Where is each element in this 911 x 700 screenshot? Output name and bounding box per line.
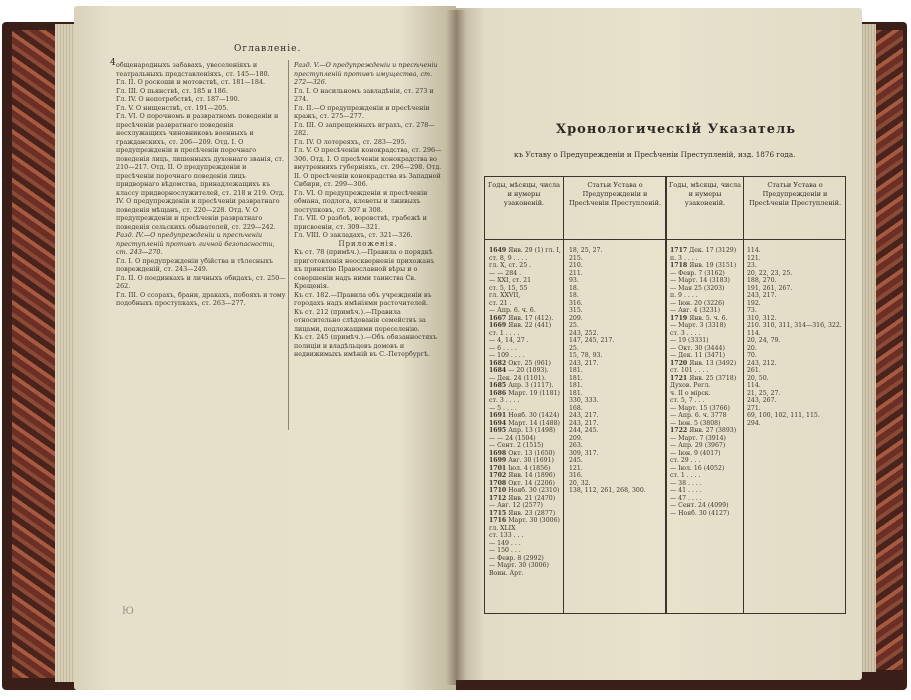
page-block-right xyxy=(860,24,876,672)
table-cell: 210. 310, 311, 314—316, 322. xyxy=(747,322,842,329)
table-cell: ч. II о мірск. xyxy=(670,389,711,397)
table-cell: 1649 Янв. 29 (1) гл. I, xyxy=(489,247,561,254)
table-cell: ст. 1 . . . . xyxy=(489,329,520,337)
toc-entry: Гл. II. О роскоши и мотовствѣ, ст. 181—184. xyxy=(116,78,266,86)
table-cell: 1667 Янв. 17 (412). xyxy=(489,314,554,322)
table-cell: — Нояб. 30 (4127) xyxy=(670,509,730,517)
table-cell: гл. XXVII, xyxy=(489,292,521,299)
table-cell: 20, 22, 23, 25. xyxy=(747,269,793,277)
table-header: Годы, мѣсяцы, числа и нумеры узаконеній. xyxy=(669,181,742,207)
table-divider xyxy=(563,177,564,613)
table-cell: п. 9 . . . . xyxy=(670,292,698,299)
toc-entry: общенародныхъ забавахъ, увеселеніяхъ и театральныхъ представленіяхъ, ст. 145—180. xyxy=(116,61,270,78)
table-cell: 1682 Окт. 25 (961) xyxy=(489,359,551,367)
toc-entry: Гл. I. О насильномъ завладѣніи, ст. 273 и 274. xyxy=(294,86,434,103)
table-cell: 1701 Іюл. 4 (1856) xyxy=(489,464,551,472)
table-cell: — 5 . . . . xyxy=(489,404,517,412)
table-cell: 21, 25, 27. xyxy=(747,389,781,397)
table-cell: 271. xyxy=(747,404,761,412)
table-cell: — Іюн. 5 (3808) xyxy=(670,419,721,427)
table-cell: — Іюл. 16 (4052) xyxy=(670,464,725,472)
table-cell: 263. xyxy=(569,442,583,449)
table-cell: 316. xyxy=(569,472,583,479)
table-cell: — Окт. 30 (3444) xyxy=(670,344,725,352)
toc-entry: Гл. III. О запрещенныхъ играхъ, ст. 278—282. xyxy=(294,120,435,137)
gutter-shadow xyxy=(446,10,466,685)
table-cell: 114. xyxy=(747,382,761,389)
index-subtitle: къ Уставу о Предупрежденіи и Пресѣченіи Преступленій, изд. 1876 года. xyxy=(514,150,796,159)
table-cell: 261. xyxy=(747,367,761,374)
toc-entry: Гл. IV. О непотребствѣ, ст. 187—190. xyxy=(116,95,240,103)
table-cell: 243, 217. xyxy=(569,359,599,367)
table-cell: 211. xyxy=(569,269,583,277)
table-cell: — Февр. 7 (3162) xyxy=(670,269,725,277)
table-cell: гл. X, ст. 25 . xyxy=(489,262,532,269)
table-cell: 114. xyxy=(747,247,761,254)
table-header: Статьи Устава о Предупрежденіи и Пресѣченіи Преступленій. xyxy=(748,181,842,207)
toc-entry: Гл. VI. О порочномъ и развратномъ поведеніи и пресѣченіи развратнаго поведенія несхлужащихъ чиновниковъ военныхъ и гражданскихъ, ст. 206—209. Отд. I. О предупрежденіи и пресѣченіи порочнаго поведенія лицъ, лишенныхъ духовнаго званія, ст. 210—217. Отд. II. О предупрежденіи и пресѣченіи порочнаго поведенія лицъ придворнаго вѣдомства, принадлежащихъ къ классу придворнослужителей, ст. 218 и 219. Отд. IV. О предупрежденіи и пресѣченіи развратнаго поведенія мѣщанъ, ст. 220—228. Отд. V. О предупрежденіи и пресѣченіи развратнаго поведенія сельскихъ обывателей, ст. 229—242. xyxy=(116,112,285,231)
appendix-title: Приложенія. xyxy=(338,239,398,248)
table-cell: 192. xyxy=(747,299,761,307)
table-cell: 1720 Янв. 13 (3492) xyxy=(670,359,737,367)
page-header: Оглавленіе. xyxy=(234,44,302,54)
table-cell: 1702 Янв. 14 (1896) xyxy=(489,472,556,479)
table-cell: Духов. Регл. xyxy=(670,382,711,389)
table-cell: ст. 21 . xyxy=(489,299,512,307)
toc-entry: Гл. V. О пресѣченіи конокрадства, ст. 296—306. Отд. I. О пресѣченіи конокрадства во внутреннихъ губерніяхъ, ст. 296—298. Отд. II. О пресѣченіи конокрадства въ Западной Сибири, ст. 299—306. xyxy=(294,146,442,188)
chronological-table xyxy=(484,176,846,614)
table-cell: — Апр. 29 (3967) xyxy=(670,442,726,449)
table-cell: 1691 Нояб. 30 (1424) xyxy=(489,412,560,419)
table-cell: 1718 Янв. 19 (3151) xyxy=(670,262,737,269)
table-column-articles-2 xyxy=(747,247,843,427)
table-cell: 114. xyxy=(747,329,761,337)
table-cell: — — 24 (1504) xyxy=(489,434,536,442)
table-cell: — Март. 14 (3183) xyxy=(670,277,730,284)
table-cell: 243, 217. xyxy=(569,419,599,427)
table-cell: 69, 100, 102, 111, 115. xyxy=(747,412,820,419)
table-cell: — 109 . . . . xyxy=(489,352,525,359)
toc-entry: Гл. VII. О разбоѣ, воровствѣ, грабежѣ и присвоеніи, ст. 309—321. xyxy=(294,214,427,231)
table-cell: ст. 133 . . . xyxy=(489,532,524,539)
table-cell: 138, 112, 261, 268, 300. xyxy=(569,487,646,494)
table-cell: ст. 1 . . . . xyxy=(670,472,701,479)
table-cell: 243, 252. xyxy=(569,329,599,337)
table-cell: 1712 Янв. 21 (2470) xyxy=(489,494,556,502)
table-cell: 1719 Янв. 5. ч. 6. xyxy=(670,314,728,322)
table-cell: — 41 . . . . xyxy=(670,487,702,494)
table-cell: 243, 217. xyxy=(747,292,777,299)
toc-entry: Гл. VIII. О закладахъ, ст. 321—326. xyxy=(294,231,413,239)
table-cell: ст. 29 . . . xyxy=(670,457,701,464)
appendix-entry: Къ ст. 212 (примѣч.).—Правила относительно слѣдованія семействъ за лицами, подлежащими переселенію. xyxy=(294,307,426,333)
table-cell: — 47 . . . . xyxy=(670,494,702,502)
left-page xyxy=(74,6,456,690)
table-cell: 18. xyxy=(569,284,579,292)
table-cell: — 19 (3331) xyxy=(670,337,709,344)
table-cell: 147, 245, 217. xyxy=(569,337,615,344)
table-cell: 1717 Дек. 17 (3129) xyxy=(670,247,737,254)
marbled-edge-left xyxy=(12,30,57,678)
table-cell: ст. 101 . . . . xyxy=(670,367,709,374)
table-cell: — Іюн. 9 (4017) xyxy=(670,449,721,457)
table-cell: — Март. 7 (3914) xyxy=(670,434,726,442)
table-cell: 1699 Авг. 30 (1691) xyxy=(489,457,554,464)
table-cell: — Февр. 8 (2992) xyxy=(489,554,544,562)
table-cell: 243, 212. xyxy=(747,359,777,367)
toc-entry: Гл. V. О нищенствѣ, ст. 191—205. xyxy=(116,103,229,112)
table-cell: 15, 78, 93. xyxy=(569,352,603,359)
table-cell: 1721 Янв. 25 (3718) xyxy=(670,374,737,382)
table-cell: 1708 Окт. 14 (2206) xyxy=(489,479,555,487)
toc-column-2 xyxy=(294,61,442,359)
table-cell: 215. xyxy=(569,254,583,262)
table-cell: — Март. 3 (3318) xyxy=(670,322,726,329)
toc-entry: Гл. I. О предупрежденіи убійства и тѣлесныхъ поврежденій, ст. 243—249. xyxy=(116,256,273,273)
table-cell: 25. xyxy=(569,344,579,352)
toc-entry: Гл. IV. О лотереяхъ, ст. 283—295. xyxy=(294,137,407,146)
table-cell: — — 284 . xyxy=(489,269,522,277)
table-cell: 243, 217. xyxy=(569,412,599,419)
table-cell: 243, 267. xyxy=(747,397,777,404)
table-cell: — Мая 25 (3203) xyxy=(670,284,725,292)
table-cell: 121. xyxy=(569,464,583,472)
table-cell: 1685 Апр. 3 (1117). xyxy=(489,382,554,389)
table-cell: 20, 50. xyxy=(747,374,769,382)
table-cell: — Авг. 4 (3231) xyxy=(670,307,720,314)
appendix-entry: Къ ст. 245 (примѣч.).—Объ обязанностяхъ полиціи и владѣльцевъ домовъ и недвижимыхъ имѣній въ С.-Петербургѣ. xyxy=(294,333,437,358)
table-cell: 18. xyxy=(569,292,579,299)
table-cell: 20, 24, 79. xyxy=(747,337,781,344)
table-cell: — 4, 14, 27 . xyxy=(489,337,529,344)
table-cell: 1698 Окт. 13 (1650) xyxy=(489,449,555,457)
toc-section: Разд. IV.—О предупрежденіи и пресѣченіи преступленій противъ личной безопасности, ст. 243—270. xyxy=(116,231,275,256)
table-cell: ст. 8, 9 . . . . xyxy=(489,254,528,262)
table-cell: 73. xyxy=(747,307,757,314)
table-cell: 1710 Нояб. 30 (2310) xyxy=(489,487,560,494)
table-cell: 330, 333. xyxy=(569,397,599,404)
table-cell: 70. xyxy=(747,352,757,359)
table-cell: 310, 312. xyxy=(747,314,777,322)
table-cell: 1684 — 20 (1093). xyxy=(489,367,549,374)
table-cell: 1695 Апр. 13 (1498) xyxy=(489,427,556,434)
table-cell: 245. xyxy=(569,457,583,464)
table-cell: ст. 3 . . . . xyxy=(670,329,701,337)
table-cell: 188, 270. xyxy=(747,277,777,284)
table-cell: 181. xyxy=(569,367,583,374)
table-cell: 1686 Март. 19 (1181) xyxy=(489,389,560,397)
toc-entry: Гл. VI. О предупрежденіи и пресѣченіи обмана, подлога, клеветы и лживыхъ поступковъ, ст. 307 и 308. xyxy=(294,188,428,214)
table-cell: 25. xyxy=(569,322,579,329)
table-cell: 209. xyxy=(569,314,583,322)
table-cell: ст. 5, 7 . . . xyxy=(670,397,705,404)
table-cell: п. 3 . . . . xyxy=(670,254,698,262)
table-cell: 1722 Янв. 27 (3893) xyxy=(670,427,737,434)
toc-section: Разд. V.—О предупрежденіи и пресѣченіи преступленій противъ имущества, ст. 272—326. xyxy=(294,61,438,86)
appendix-entry: Къ ст. 182.—Правила объ учрежденіи въ городахъ надъ имѣніями расточителей. xyxy=(294,290,432,307)
toc-entry: Гл. II.—О предупрежденіи и пресѣченіи кражъ, ст. 275—277. xyxy=(294,103,430,120)
table-cell: Воин. Арт. xyxy=(489,569,524,577)
table-cell: 209. xyxy=(569,434,583,442)
table-cell: 294. xyxy=(747,419,761,427)
table-header: Статьи Устава о Предупрежденіи и Пресѣченіи Преступленій. xyxy=(568,181,662,207)
table-column-dates-2 xyxy=(670,247,742,517)
table-cell: 315. xyxy=(569,307,583,314)
index-title: Хронологическій Указатель xyxy=(556,122,797,137)
table-cell: 244, 245. xyxy=(569,427,599,434)
table-cell: 1716 Март. 30 (3006) xyxy=(489,517,560,524)
table-cell: — 150 . . . xyxy=(489,547,521,554)
table-column-articles-1 xyxy=(569,247,663,495)
table-cell: — Сент. 24 (4099) xyxy=(670,502,729,509)
toc-column-1 xyxy=(116,61,286,308)
table-cell: 121. xyxy=(747,254,761,262)
table-divider-center xyxy=(665,177,667,613)
table-header: Годы, мѣсяцы, числа и нумеры узаконеній. xyxy=(487,181,560,207)
table-cell: 181. xyxy=(569,374,583,382)
table-cell: 309, 317. xyxy=(569,449,599,457)
table-cell: — 6 . . . . xyxy=(489,344,517,352)
table-cell: — Март. 15 (3766) xyxy=(670,404,730,412)
table-cell: 18, 25, 27. xyxy=(569,247,603,254)
table-cell: гл. XLIX xyxy=(489,524,516,532)
table-cell: 210. xyxy=(569,262,583,269)
table-cell: — Іюн. 20 (3226) xyxy=(670,299,725,307)
page-number: 4 xyxy=(110,58,116,68)
table-cell: 181. xyxy=(569,382,583,389)
table-cell: 23. xyxy=(747,262,757,269)
table-cell: — Апр. 6. ч. 6. xyxy=(489,307,536,314)
column-divider xyxy=(288,60,289,430)
table-header-rule xyxy=(485,239,845,240)
toc-entry: Гл. II. О поединкахъ и личныхъ обидахъ, ст. 250—262. xyxy=(116,273,286,290)
toc-entry: Гл. III. О ссорахъ, брани, дракахъ, побояхъ и тому подобныхъ проступкахъ, ст. 263—277. xyxy=(116,290,286,307)
table-cell: — Авг. 12 (2577) xyxy=(489,502,543,509)
table-cell: — 38 . . . . xyxy=(670,479,702,487)
table-cell: ст. 5, 15, 55 xyxy=(489,284,528,292)
table-cell: ст. 3 . . . . xyxy=(489,397,520,404)
table-cell: 1694 Март. 14 (1488) xyxy=(489,419,560,427)
table-cell: — Сент. 2 (1515) xyxy=(489,442,544,449)
margin-mark: Ю xyxy=(122,606,134,617)
table-cell: — Март. 30 (3006) xyxy=(489,562,549,569)
table-cell: 168. xyxy=(569,404,583,412)
table-cell: 316. xyxy=(569,299,583,307)
table-divider xyxy=(743,177,744,613)
appendix-entry: Къ ст. 78 (примѣч.).—Правила о порядкѣ приготовленія неоскверненія прихожанъ къ принятію Православной вѣры и о совершеніи надъ ними таинства Св. Крещенія. xyxy=(294,248,435,290)
table-cell: — Дек. 11 (3471) xyxy=(670,352,726,359)
table-cell: 1715 Янв. 23 (2877) xyxy=(489,509,556,517)
table-cell: — Апр. 6. ч. 3778 xyxy=(670,412,727,419)
table-cell: 191, 261, 267. xyxy=(747,284,793,292)
marbled-edge-right xyxy=(875,30,903,670)
table-cell: — XXI, ст. 21 xyxy=(489,277,532,284)
table-cell: 181. xyxy=(569,389,583,397)
toc-entry: Гл. III. О пьянствѣ, ст. 185 и 186. xyxy=(116,86,228,95)
table-cell: 1669 Янв. 22 (441) xyxy=(489,322,552,329)
table-cell: — Дек. 24 (1101). xyxy=(489,374,547,382)
right-page xyxy=(456,8,862,680)
table-cell: 93. xyxy=(569,277,579,284)
table-column-dates-1 xyxy=(489,247,563,577)
table-cell: 20, 32. xyxy=(569,479,591,487)
table-cell: — 149 . . . xyxy=(489,539,521,547)
table-cell: 20. xyxy=(747,344,757,352)
